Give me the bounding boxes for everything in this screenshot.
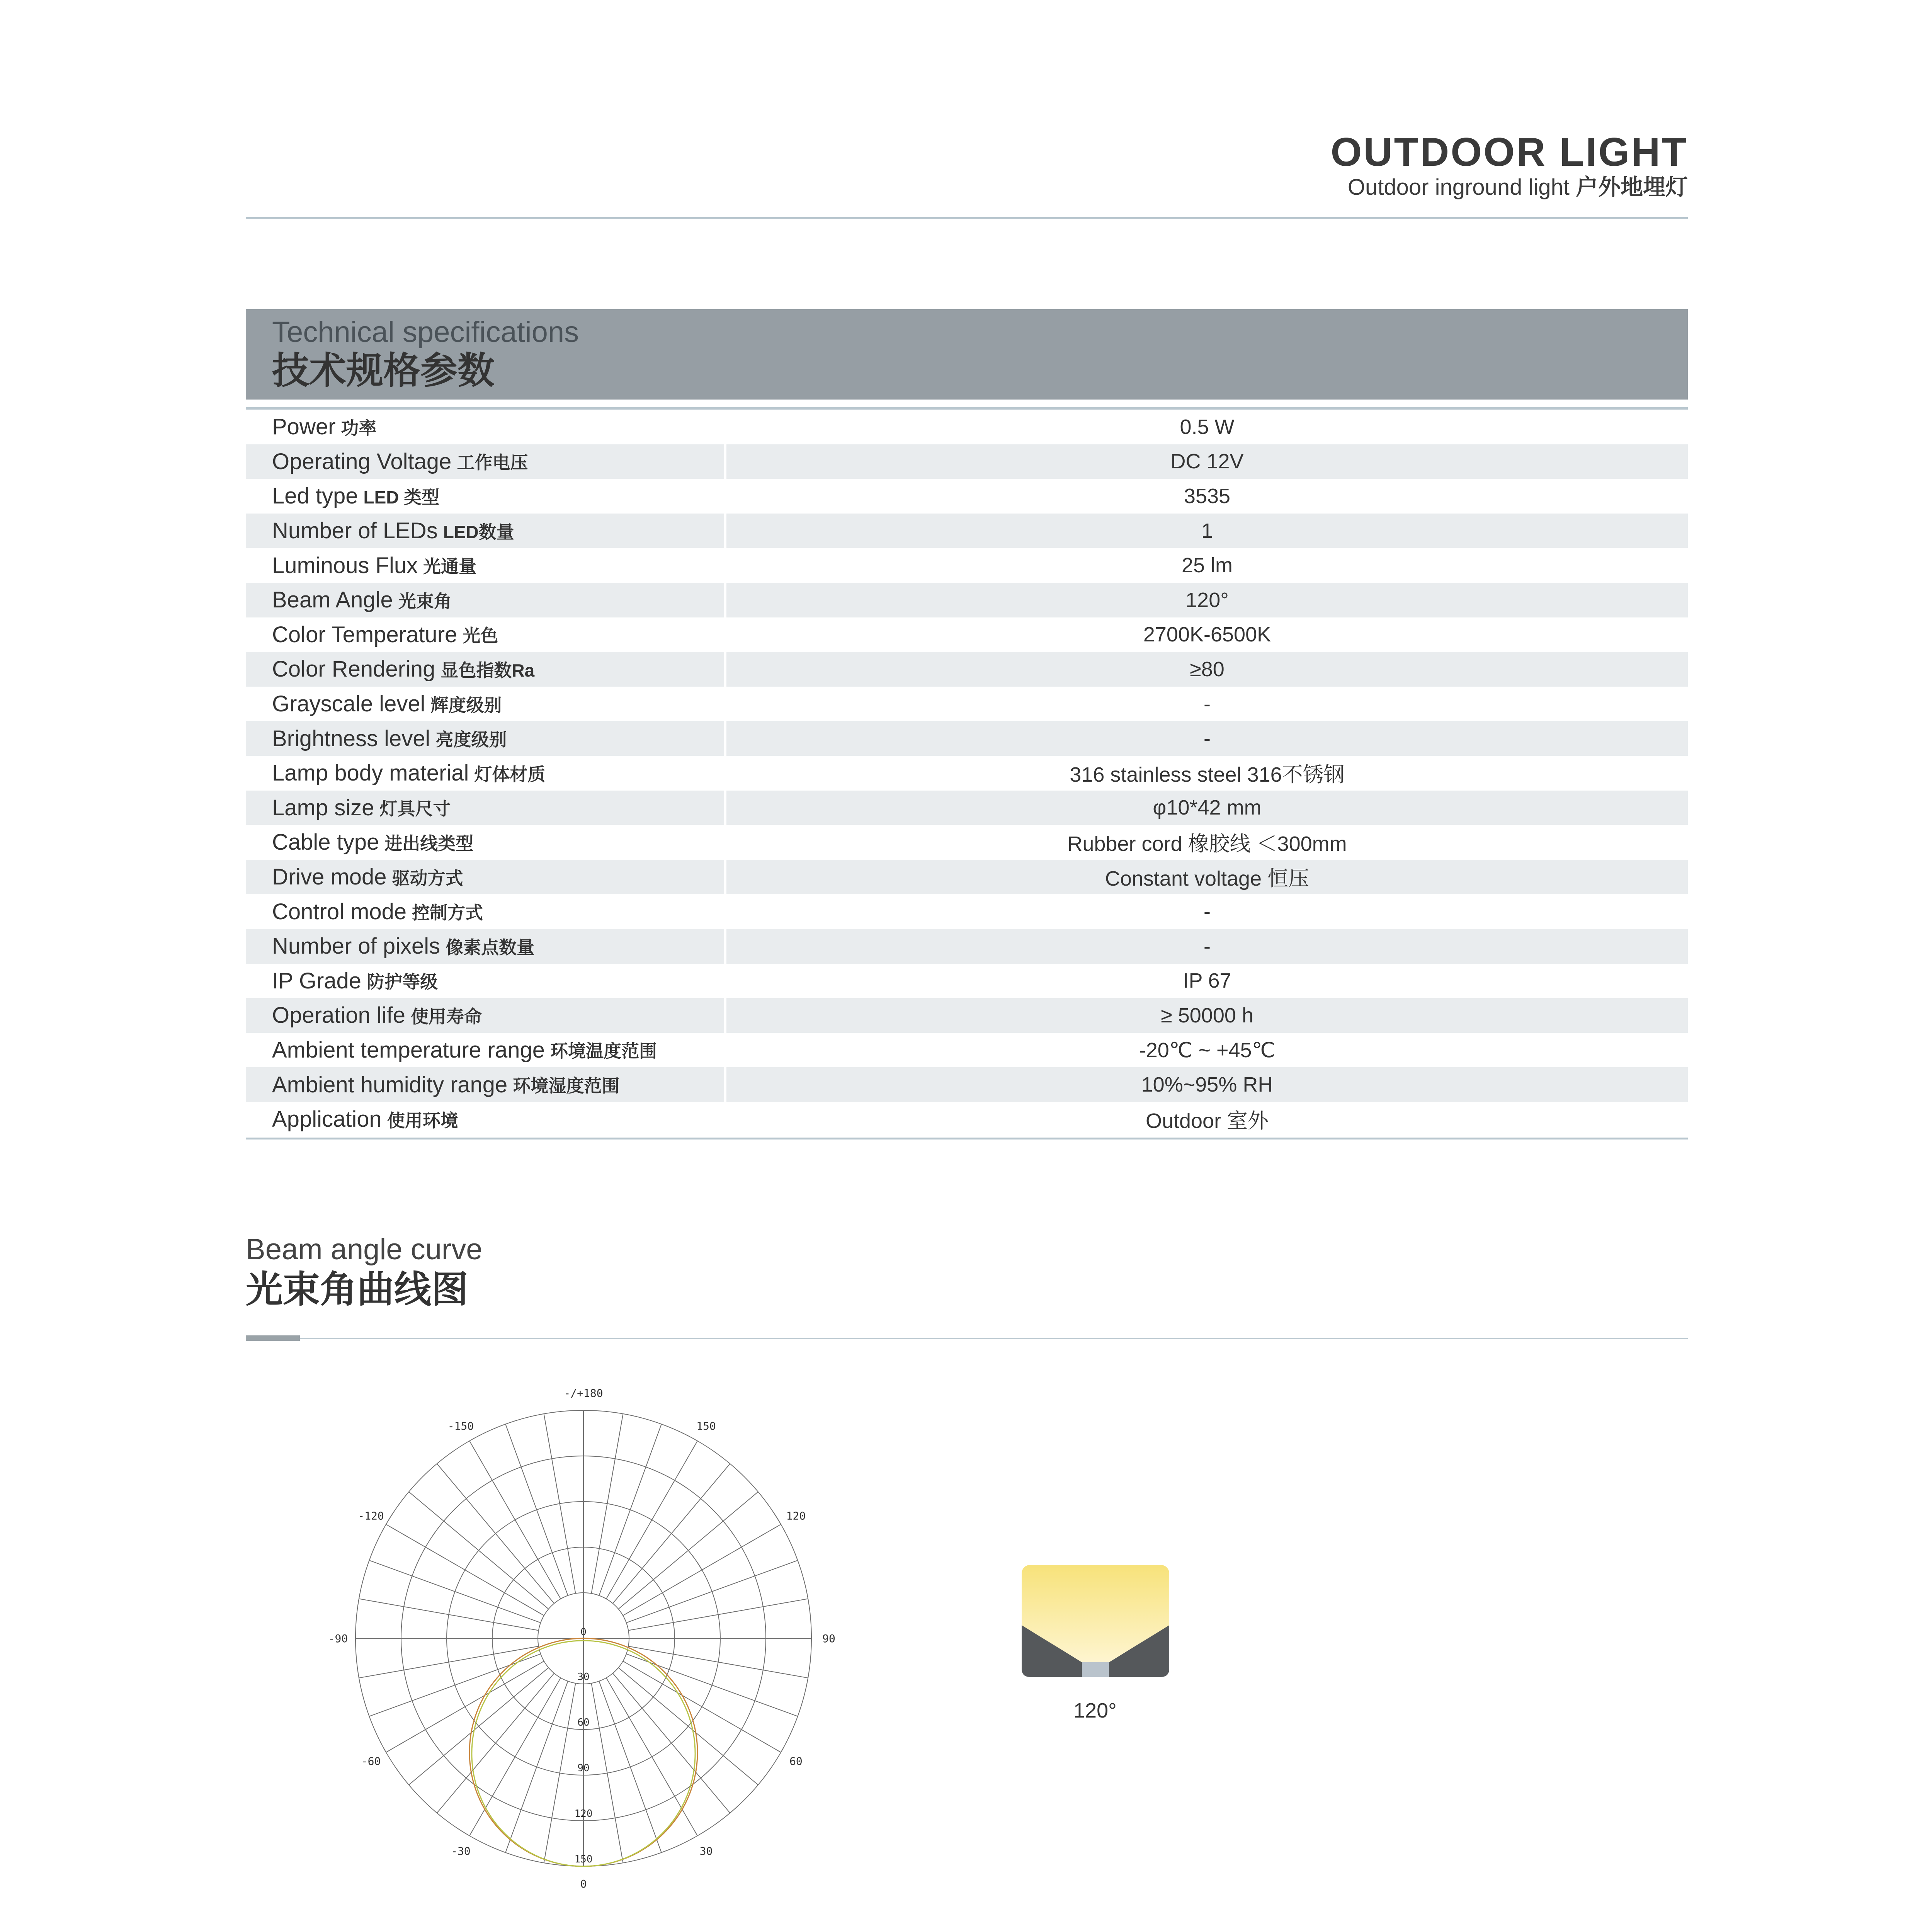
spec-label [272,964,438,998]
polar-spoke [544,1683,576,1863]
spec-row [246,998,1688,1033]
spec-value: -20℃ ~ +45℃ [1139,1038,1276,1062]
spec-label-en: Color Temperature [272,622,457,647]
spec-value: DC 12V [1170,450,1244,473]
spec-value: 25 lm [1181,554,1233,577]
spec-label [272,444,528,479]
spec-label-en: Luminous Flux [272,553,418,578]
polar-radial-label: 90 [577,1762,590,1774]
spec-label-zh: 亮度级别 [435,730,507,750]
spec-label-zh: 控制方式 [412,903,483,923]
spec-value: φ10*42 mm [1153,796,1262,820]
spec-label-zh: 使用环境 [387,1110,458,1131]
spec-label [272,825,473,860]
spec-label-zh: 显色指数Ra [440,660,535,680]
spec-label [272,410,376,444]
spec-label-zh: 功率 [341,418,377,438]
spec-label-en: Drive mode [272,864,387,890]
spec-label-zh: 光色 [463,626,498,646]
beam-cone-icon [1020,1563,1171,1679]
polar-spoke [606,1441,697,1599]
spec-value: ≥ 50000 h [1161,1003,1253,1027]
spec-value: - [1204,934,1211,958]
spec-row [246,1067,1688,1102]
spec-label-zh: LED数量 [443,522,514,542]
polar-angle-label: -/+180 [564,1387,603,1400]
spec-row [246,791,1688,825]
beam-divider-accent [246,1335,300,1341]
polar-angle-label: 30 [699,1844,713,1857]
spec-label [272,1067,619,1102]
polar-spoke [469,1678,561,1836]
spec-row [246,617,1688,652]
spec-row [246,410,1688,444]
polar-spoke [544,1414,576,1594]
spec-label-en: Grayscale level [272,691,425,717]
polar-angle-label: -90 [328,1632,348,1645]
section-title: OUTDOOR LIGHT [1330,130,1688,175]
spec-row [246,825,1688,860]
polar-angle-label: 90 [822,1632,835,1645]
spec-row [246,687,1688,721]
polar-spoke [409,1668,549,1785]
polar-spoke [623,1661,781,1752]
beam-divider [246,1338,1688,1339]
polar-spoke [599,1681,661,1853]
spec-label-en: Operation life [272,1003,405,1028]
polar-radial-label: 150 [574,1854,593,1865]
spec-value: Rubber cord 橡胶线 ＜300mm [1067,832,1347,856]
spec-value: 316 stainless steel 316不锈钢 [1070,763,1345,787]
section-subtitle [1348,176,1688,199]
spec-row [246,756,1688,791]
polar-angle-label: -150 [447,1420,474,1433]
spec-label-zh: 灯具尺寸 [379,799,451,819]
spec-value: 2700K-6500K [1143,623,1271,646]
spec-label-en: Cable type [272,830,379,855]
spec-label-en: Power [272,414,336,440]
spec-label-en: Ambient temperature range [272,1037,545,1063]
spec-label-en: Lamp size [272,795,374,820]
spec-label-en: Application [272,1107,382,1132]
spec-label-en: Number of pixels [272,934,440,959]
polar-angle-label: -120 [358,1509,384,1522]
polar-spoke [505,1424,568,1596]
polar-angle-label: 0 [580,1878,587,1890]
polar-angle-label: -60 [361,1755,381,1768]
spec-label [272,929,534,964]
polar-spoke [359,1599,539,1631]
spec-value: Outdoor 室外 [1145,1109,1269,1133]
subtitle-zh: 户外地埋灯 [1575,175,1688,200]
polar-angle-label: -30 [451,1844,471,1857]
spec-label-zh: LED 类型 [363,487,440,507]
spec-value: - [1204,692,1211,716]
spec-label-zh: 光束角 [398,591,452,611]
spec-label-zh: 驱动方式 [392,868,463,888]
polar-angle-label: 60 [789,1755,803,1768]
spec-row [246,444,1688,479]
spec-label [272,894,483,929]
polar-radial-label: 0 [580,1626,587,1638]
polar-spoke [369,1654,541,1716]
spec-row [246,860,1688,895]
spec-label [272,860,463,895]
spec-value: Constant voltage 恒压 [1105,867,1310,891]
spec-label-zh: 防护等级 [367,972,438,992]
polar-spoke [628,1599,808,1631]
polar-spoke [628,1646,808,1678]
polar-spoke [623,1524,781,1616]
polar-spoke [626,1560,798,1622]
polar-spoke [386,1661,544,1752]
spec-label [272,514,514,548]
spec-label [272,756,545,791]
subtitle-en: Outdoor inground light [1347,175,1570,200]
spec-bottom-rule [246,1138,1688,1139]
spec-value: 1 [1201,519,1213,543]
polar-angle-label: 150 [696,1420,716,1433]
spec-row [246,583,1688,617]
spec-label [272,548,476,583]
spec-row [246,964,1688,998]
spec-row [246,514,1688,548]
beam-heading-zh: 光束角曲线图 [246,1269,468,1310]
spec-heading-band [246,309,1688,400]
spec-label [272,583,452,617]
spec-value: 10%~95% RH [1141,1073,1273,1097]
spec-value: - [1204,900,1211,923]
spec-label [272,721,507,756]
spec-label-en: Number of LEDs [272,518,438,544]
spec-label [272,652,534,687]
header-divider [246,217,1688,219]
spec-label-zh: 进出线类型 [384,833,474,854]
spec-label-en: Control mode [272,899,407,924]
polar-spoke [469,1441,561,1599]
polar-spoke [359,1646,539,1678]
spec-row [246,1102,1688,1137]
spec-label-zh: 环境温度范围 [550,1041,657,1061]
spec-label-zh: 像素点数量 [446,937,535,957]
polar-spoke [618,1668,758,1785]
spec-row [246,479,1688,514]
spec-label-en: IP Grade [272,968,362,993]
spec-row [246,548,1688,583]
spec-row [246,894,1688,929]
spec-label [272,479,439,514]
polar-spoke [369,1560,541,1622]
spec-value: IP 67 [1183,969,1231,993]
spec-row [246,929,1688,964]
polar-radial-label: 60 [577,1717,590,1728]
spec-label [272,617,498,652]
spec-label-zh: 工作电压 [457,452,528,473]
polar-spoke [606,1678,697,1836]
spec-value: ≥80 [1190,657,1225,681]
polar-radial-label: 30 [577,1671,590,1683]
polar-beam-chart [325,1387,866,1901]
spec-label-zh: 使用寿命 [410,1006,482,1027]
polar-spoke [386,1524,544,1616]
polar-spoke [613,1673,730,1813]
spec-label-zh: 环境湿度范围 [513,1076,620,1096]
polar-radial-label: 120 [574,1808,593,1820]
spec-heading-zh: 技术规格参数 [272,350,495,391]
spec-label [272,791,451,825]
polar-spoke [613,1464,730,1604]
spec-label [272,1102,458,1137]
spec-label-en: Operating Voltage [272,449,452,474]
spec-label-en: Ambient humidity range [272,1072,508,1097]
spec-value: 120° [1185,588,1229,612]
spec-value: 3535 [1184,484,1231,508]
spec-row [246,1033,1688,1068]
spec-value: - [1204,727,1211,750]
spec-label-en: Lamp body material [272,760,469,786]
polar-spoke [505,1681,568,1853]
polar-spoke [591,1683,623,1863]
beam-heading-en: Beam angle curve [246,1233,483,1266]
spec-label-zh: 灯体材质 [474,764,546,784]
spec-label-en: Led type [272,483,358,509]
spec-label-en: Beam Angle [272,587,393,613]
polar-spoke [591,1414,623,1594]
spec-label [272,998,482,1033]
spec-heading-en: Technical specifications [272,316,579,349]
spec-label-zh: 光通量 [423,556,477,577]
polar-spoke [599,1424,661,1596]
polar-spoke [437,1673,554,1813]
polar-angle-label: 120 [786,1509,806,1522]
spec-label [272,1033,657,1068]
polar-spoke [437,1464,554,1604]
spec-row [246,652,1688,687]
spec-label [272,687,502,721]
spec-label-en: Brightness level [272,726,430,751]
polar-spoke [626,1654,798,1716]
spec-label-zh: 辉度级别 [430,695,502,715]
spec-value: 0.5 W [1180,415,1235,439]
spec-table [246,410,1688,1136]
spec-row [246,721,1688,756]
spec-label-en: Color Rendering [272,656,435,682]
beam-angle-label: 120° [1073,1699,1117,1722]
polar-spoke [618,1492,758,1609]
polar-spoke [409,1492,549,1609]
